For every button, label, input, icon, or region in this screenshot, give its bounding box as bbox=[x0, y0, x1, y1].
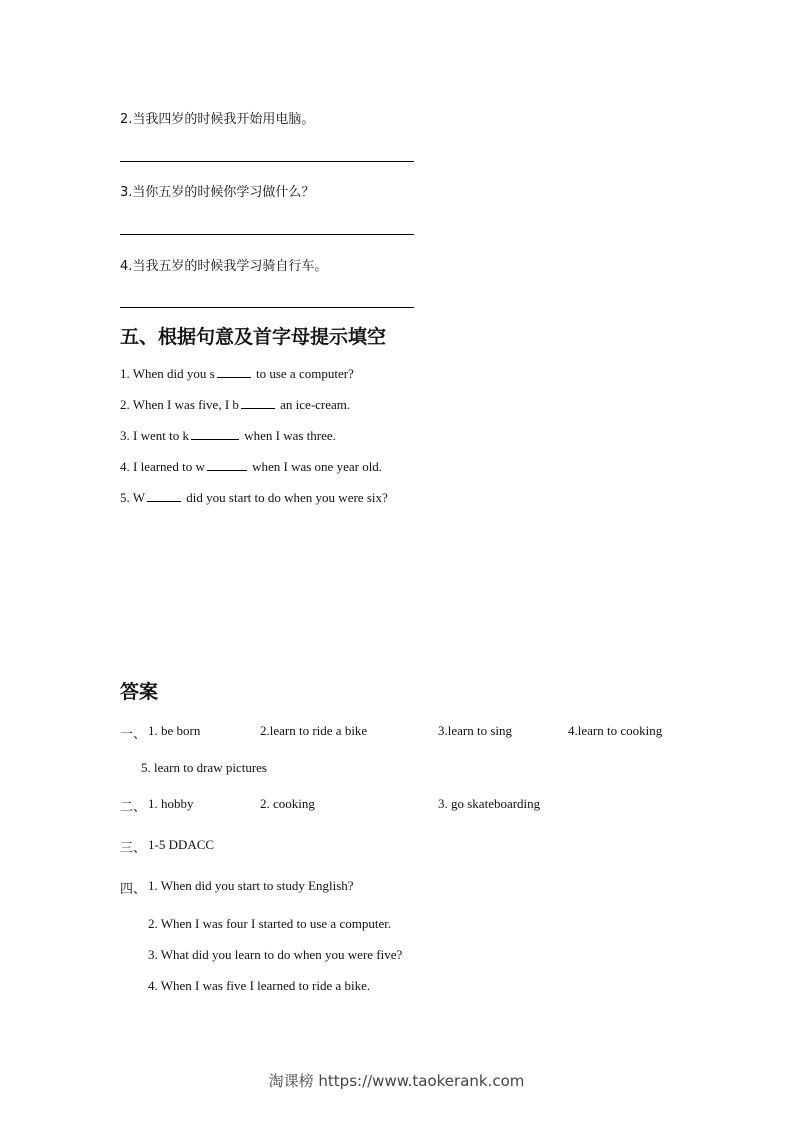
blank-field bbox=[147, 489, 181, 502]
blank-field bbox=[207, 458, 247, 471]
answer-1-5: 5. learn to draw pictures bbox=[141, 760, 267, 775]
footer-watermark: 淘课榜 https://www.taokerank.com bbox=[268, 1072, 525, 1090]
answers-heading: 答案 bbox=[120, 681, 159, 703]
item-text-before: 5. W bbox=[120, 490, 146, 505]
answer-2-2: 2. cooking bbox=[260, 796, 315, 811]
section5-heading: 五、根据句意及首字母提示填空 bbox=[120, 326, 387, 348]
blank-field bbox=[191, 427, 239, 440]
answers-part4-label: 四、 bbox=[120, 882, 147, 897]
translation-item-2: 2.当我四岁的时候我开始用电脑。 bbox=[120, 112, 315, 127]
item-text-after: when I was three. bbox=[244, 428, 336, 443]
answers-part3-label: 三、 bbox=[120, 841, 147, 856]
answer-4-2: 2. When I was four I started to use a computer. bbox=[148, 916, 392, 931]
answer-line-3 bbox=[120, 234, 414, 235]
fill-blank-item-3 bbox=[120, 427, 336, 444]
answer-1-4: 4.learn to cooking bbox=[568, 723, 663, 738]
answer-4-1: 1. When did you start to study English? bbox=[148, 878, 354, 893]
fill-blank-item-4 bbox=[120, 458, 382, 475]
fill-blank-item-2 bbox=[120, 396, 350, 413]
answer-4-3: 3. What did you learn to do when you were five? bbox=[148, 947, 403, 962]
item-text-after: to use a computer? bbox=[255, 366, 354, 381]
item-text-after: when I was one year old. bbox=[252, 459, 383, 474]
blank-field bbox=[241, 396, 275, 409]
answers-part1-label: 一、 bbox=[120, 727, 147, 742]
item-text-before: 4. I learned to w bbox=[120, 459, 205, 474]
answer-3: 1-5 DDACC bbox=[148, 837, 215, 852]
answer-1-1: 1. be born bbox=[148, 723, 201, 738]
fill-blank-item-1 bbox=[120, 365, 354, 382]
translation-item-3: 3.当你五岁的时候你学习做什么？ bbox=[120, 185, 315, 200]
answer-4-4: 4. When I was five I learned to ride a bike. bbox=[148, 978, 371, 993]
fill-blank-item-5 bbox=[120, 489, 388, 506]
answer-line-4 bbox=[120, 307, 414, 308]
translation-item-4: 4.当我五岁的时候我学习骑自行车。 bbox=[120, 259, 328, 274]
blank-field bbox=[217, 365, 251, 378]
answers-part2-label: 二、 bbox=[120, 800, 147, 815]
answer-2-3: 3. go skateboarding bbox=[438, 796, 541, 811]
answer-line-2 bbox=[120, 161, 414, 162]
answer-1-3: 3.learn to sing bbox=[438, 723, 513, 738]
item-text-before: 2. When I was five, I b bbox=[120, 397, 239, 412]
answer-2-1: 1. hobby bbox=[148, 796, 194, 811]
item-text-before: 3. I went to k bbox=[120, 428, 189, 443]
item-text-before: 1. When did you s bbox=[120, 366, 215, 381]
item-text-after: did you start to do when you were six? bbox=[186, 490, 388, 505]
answer-1-2: 2.learn to ride a bike bbox=[260, 723, 368, 738]
item-text-after: an ice-cream. bbox=[280, 397, 351, 412]
